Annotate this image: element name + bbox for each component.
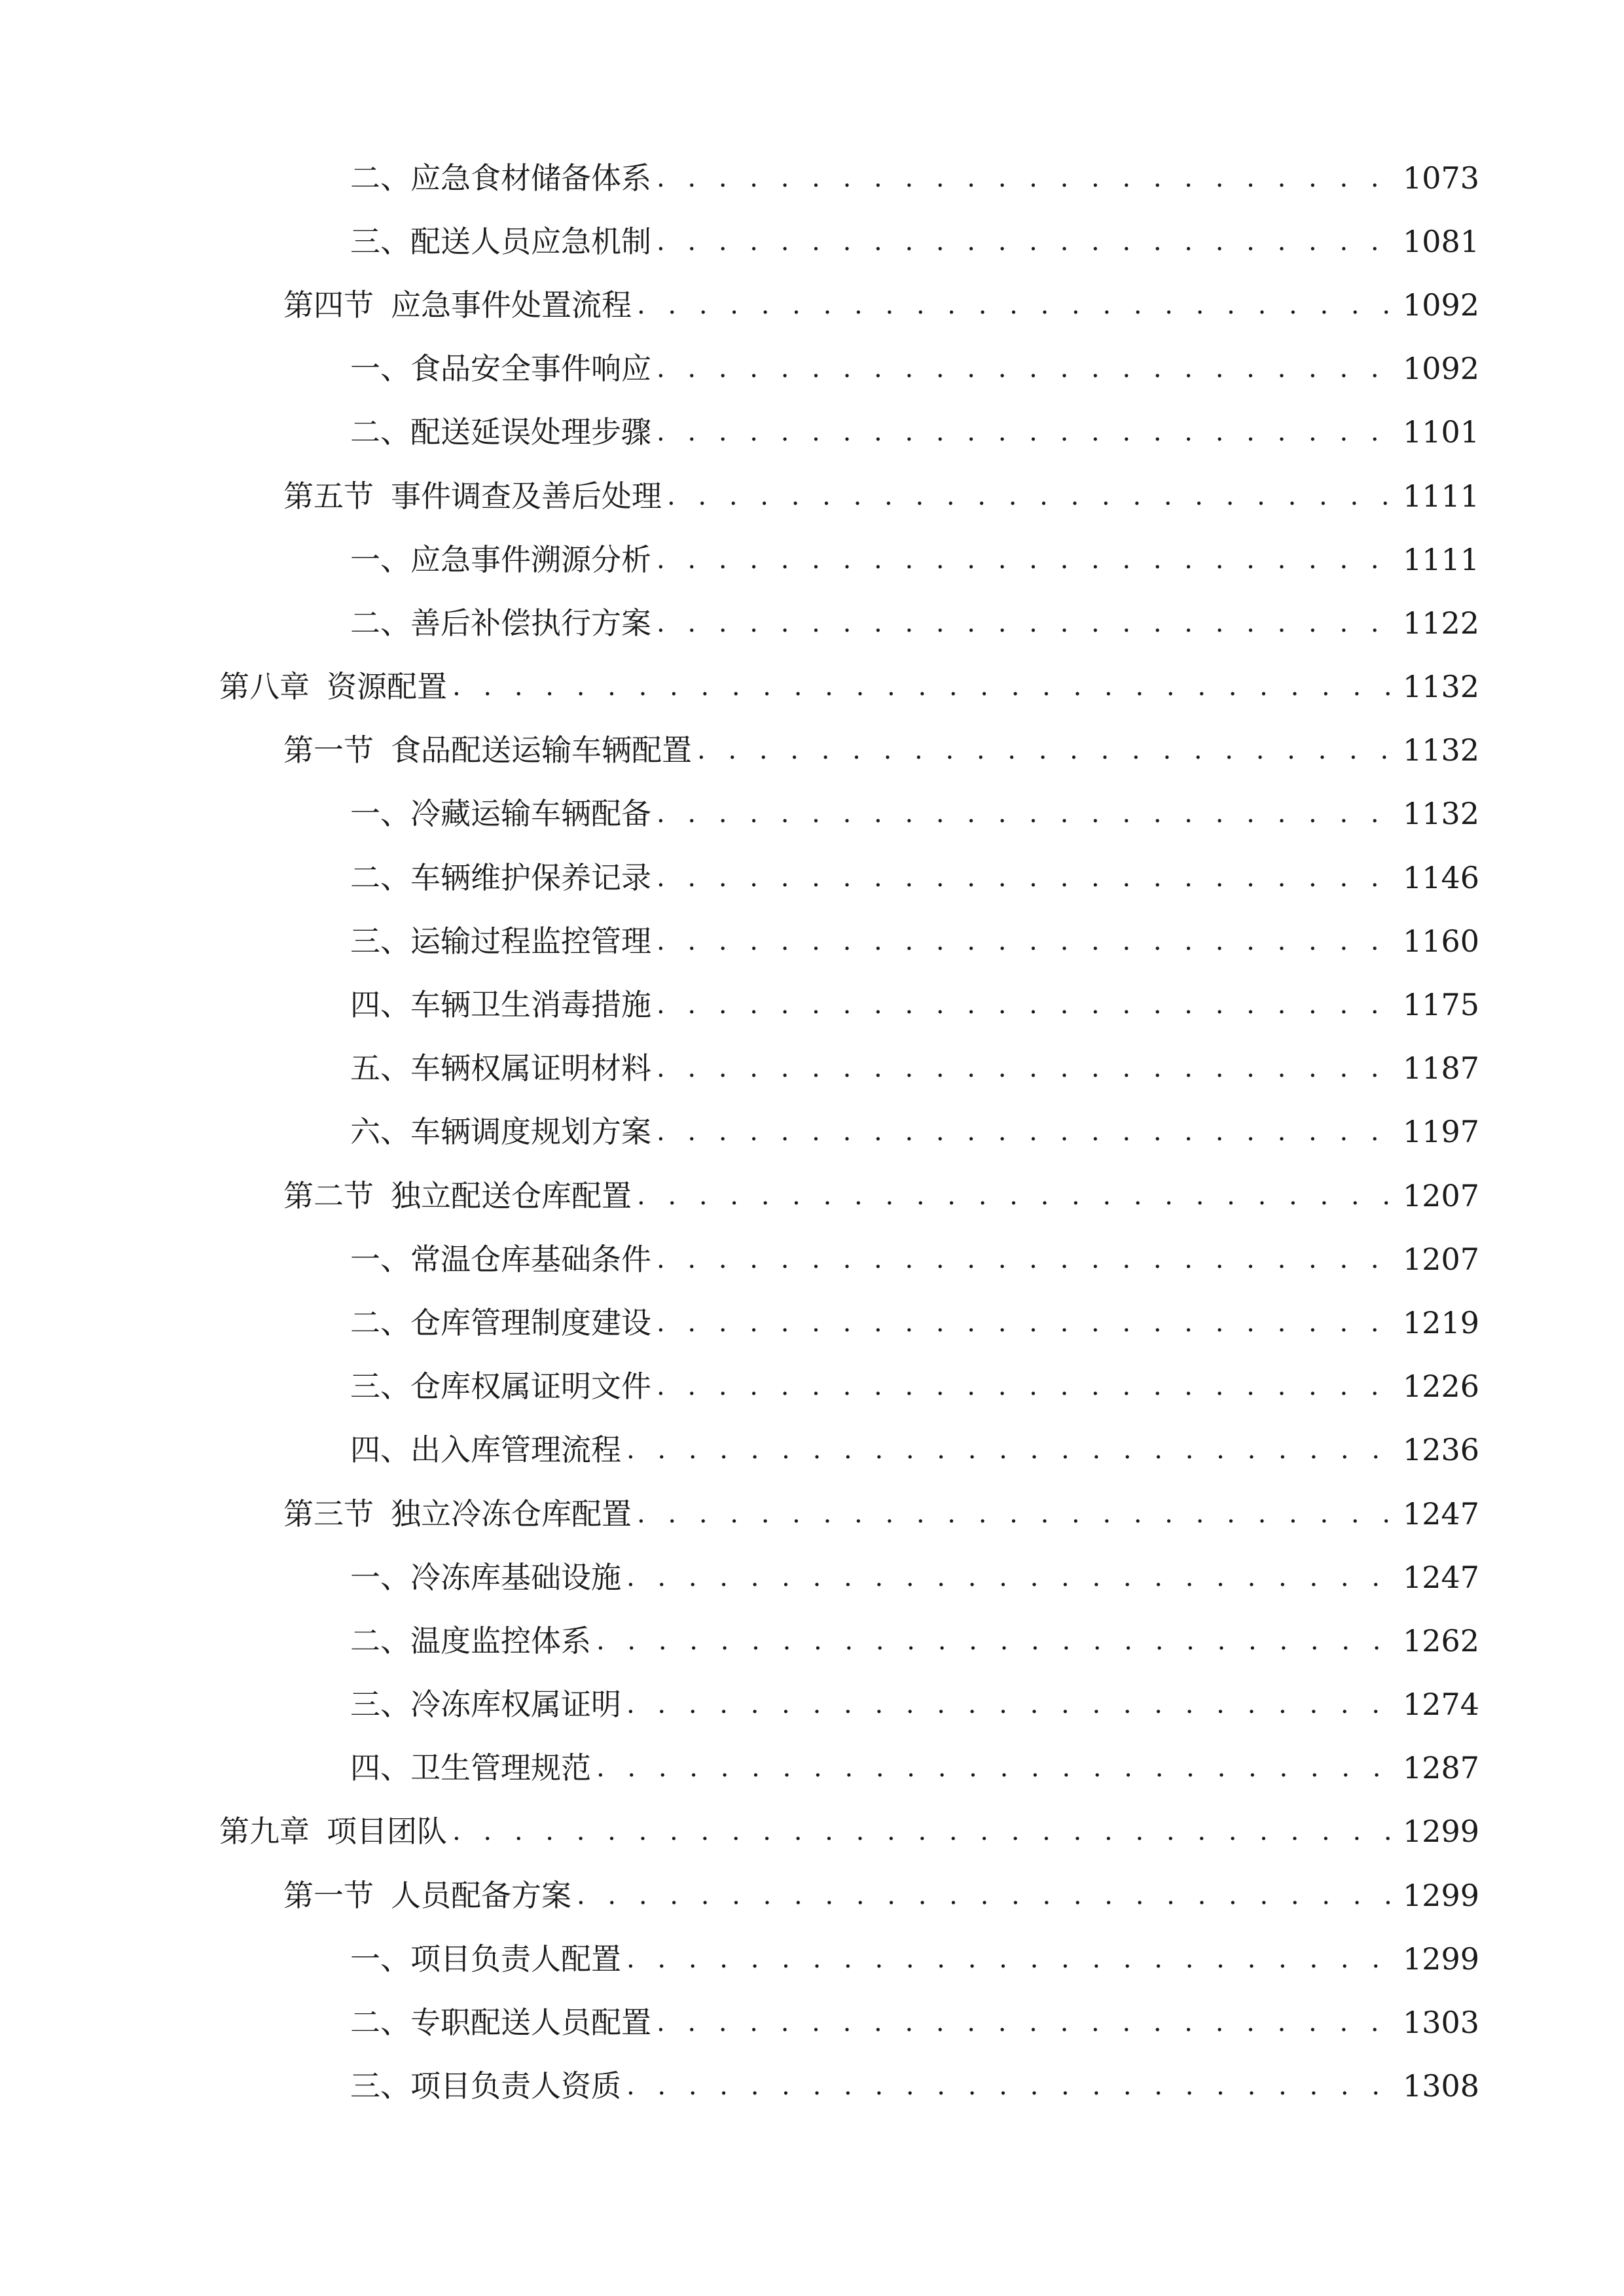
toc-entry[interactable] bbox=[0, 337, 1624, 401]
toc-entry-page: 1122 bbox=[1403, 605, 1480, 641]
toc-entry-title: 食品配送运输车辆配置 bbox=[391, 732, 692, 768]
toc-entry[interactable] bbox=[0, 1863, 1624, 1927]
toc-leader-dots bbox=[657, 610, 1403, 636]
toc-leader-dots bbox=[626, 1691, 1403, 1717]
toc-leader-dots bbox=[626, 2073, 1403, 2099]
toc-entry-title: 车辆卫生消毒措施 bbox=[410, 987, 651, 1023]
toc-entry-title: 仓库管理制度建设 bbox=[410, 1304, 651, 1340]
toc-entry[interactable] bbox=[0, 209, 1624, 273]
toc-entry[interactable] bbox=[0, 464, 1624, 528]
toc-entry[interactable] bbox=[0, 1355, 1624, 1418]
toc-entry-title: 卫生管理规范 bbox=[410, 1750, 591, 1786]
toc-entry[interactable] bbox=[0, 1037, 1624, 1100]
toc-entry-number: 一、 bbox=[350, 541, 410, 577]
toc-entry-page: 1187 bbox=[1403, 1050, 1480, 1086]
toc-entry-title: 冷藏运输车辆配备 bbox=[410, 796, 651, 832]
toc-entry-title: 车辆调度规划方案 bbox=[410, 1114, 651, 1150]
toc-leader-dots bbox=[637, 1183, 1403, 1209]
toc-leader-dots bbox=[667, 483, 1403, 509]
toc-entry-page: 1111 bbox=[1403, 541, 1480, 577]
toc-entry-page: 1247 bbox=[1403, 1496, 1480, 1532]
toc-leader-dots bbox=[626, 1946, 1403, 1972]
toc-leader-dots bbox=[637, 1501, 1403, 1527]
toc-entry-title: 善后补偿执行方案 bbox=[410, 605, 651, 641]
toc-entry-title: 应急食材储备体系 bbox=[410, 160, 651, 196]
toc-entry-title: 配送延误处理步骤 bbox=[410, 414, 651, 450]
toc-entry-page: 1299 bbox=[1403, 1877, 1480, 1913]
toc-leader-dots bbox=[657, 1119, 1403, 1145]
toc-entry-number: 三、 bbox=[350, 2068, 410, 2104]
toc-entry[interactable] bbox=[0, 1100, 1624, 1164]
toc-entry[interactable] bbox=[0, 1927, 1624, 1990]
toc-entry-title: 独立配送仓库配置 bbox=[391, 1177, 632, 1213]
toc-entry-number: 四、 bbox=[350, 987, 410, 1023]
toc-entry-page: 1111 bbox=[1403, 478, 1480, 514]
toc-entry-page: 1092 bbox=[1403, 351, 1480, 387]
toc-entry-title: 项目负责人资质 bbox=[410, 2068, 621, 2104]
toc-entry-number: 第二节 bbox=[283, 1177, 374, 1213]
toc-entry-number: 第三节 bbox=[283, 1496, 374, 1532]
toc-entry-title: 温度监控体系 bbox=[410, 1623, 591, 1659]
toc-leader-dots bbox=[626, 1564, 1403, 1590]
toc-leader-dots bbox=[637, 292, 1403, 318]
toc-entry[interactable] bbox=[0, 591, 1624, 655]
toc-entry[interactable] bbox=[0, 1164, 1624, 1227]
toc-entry-number: 六、 bbox=[350, 1114, 410, 1150]
toc-entry-number: 四、 bbox=[350, 1432, 410, 1468]
toc-entry[interactable] bbox=[0, 401, 1624, 464]
toc-leader-dots bbox=[657, 547, 1403, 573]
toc-entry-number: 一、 bbox=[350, 1241, 410, 1277]
toc-entry[interactable] bbox=[0, 1673, 1624, 1736]
toc-entry-number: 三、 bbox=[350, 223, 410, 259]
toc-entry-page: 1303 bbox=[1403, 2005, 1480, 2041]
toc-entry-page: 1197 bbox=[1403, 1114, 1480, 1150]
toc-entry-title: 配送人员应急机制 bbox=[410, 223, 651, 259]
toc-entry-number: 三、 bbox=[350, 1369, 410, 1405]
toc-leader-dots bbox=[657, 355, 1403, 382]
toc-entry-page: 1236 bbox=[1403, 1432, 1480, 1468]
toc-entry-title: 应急事件溯源分析 bbox=[410, 541, 651, 577]
toc-entry[interactable] bbox=[0, 719, 1624, 782]
toc-leader-dots bbox=[657, 992, 1403, 1018]
toc-entry[interactable] bbox=[0, 1418, 1624, 1482]
toc-entry[interactable] bbox=[0, 146, 1624, 209]
toc-entry[interactable] bbox=[0, 2054, 1624, 2118]
toc-entry-number: 二、 bbox=[350, 605, 410, 641]
toc-entry-page: 1226 bbox=[1403, 1369, 1480, 1405]
toc-entry-page: 1132 bbox=[1403, 796, 1480, 832]
toc-entry-title: 专职配送人员配置 bbox=[410, 2005, 651, 2041]
toc-entry-page: 1101 bbox=[1403, 414, 1480, 450]
toc-entry-page: 1073 bbox=[1403, 160, 1480, 196]
toc-entry-page: 1308 bbox=[1403, 2068, 1480, 2104]
toc-entry-page: 1146 bbox=[1403, 859, 1480, 895]
toc-entry[interactable] bbox=[0, 909, 1624, 973]
toc-entry[interactable] bbox=[0, 1736, 1624, 1800]
toc-entry-number: 二、 bbox=[350, 1623, 410, 1659]
toc-leader-dots bbox=[657, 1055, 1403, 1081]
toc-entry[interactable] bbox=[0, 1545, 1624, 1609]
toc-entry-title: 人员配备方案 bbox=[391, 1877, 571, 1913]
toc-entry[interactable] bbox=[0, 528, 1624, 591]
toc-leader-dots bbox=[657, 1246, 1403, 1272]
toc-leader-dots bbox=[657, 928, 1403, 954]
toc-entry[interactable] bbox=[0, 1482, 1624, 1545]
toc-entry[interactable] bbox=[0, 782, 1624, 846]
toc-entry-number: 四、 bbox=[350, 1750, 410, 1786]
toc-entry-number: 二、 bbox=[350, 1304, 410, 1340]
toc-entry-title: 仓库权属证明文件 bbox=[410, 1369, 651, 1405]
toc-leader-dots bbox=[657, 865, 1403, 891]
toc-entry-page: 1287 bbox=[1403, 1750, 1480, 1786]
toc-leader-dots bbox=[452, 1818, 1403, 1844]
toc-entry[interactable] bbox=[0, 973, 1624, 1036]
toc-entry-number: 三、 bbox=[350, 1687, 410, 1723]
toc-entry-title: 运输过程监控管理 bbox=[410, 923, 651, 959]
toc-entry-title: 冷冻库基础设施 bbox=[410, 1559, 621, 1595]
toc-entry-number: 第四节 bbox=[283, 287, 374, 323]
toc-entry[interactable] bbox=[0, 1609, 1624, 1672]
toc-entry[interactable] bbox=[0, 655, 1624, 719]
toc-entry-title: 车辆权属证明材料 bbox=[410, 1050, 651, 1086]
toc-entry[interactable] bbox=[0, 273, 1624, 336]
toc-entry-number: 第五节 bbox=[283, 478, 374, 514]
toc-leader-dots bbox=[657, 2009, 1403, 2036]
toc-leader-dots bbox=[697, 737, 1403, 763]
toc-entry-number: 第一节 bbox=[283, 1877, 374, 1913]
toc-entry[interactable] bbox=[0, 1227, 1624, 1291]
toc-entry[interactable] bbox=[0, 1800, 1624, 1863]
toc-entry-page: 1299 bbox=[1403, 1941, 1480, 1977]
toc-leader-dots bbox=[577, 1882, 1403, 1909]
toc-entry-number: 二、 bbox=[350, 414, 410, 450]
toc-entry[interactable] bbox=[0, 846, 1624, 909]
toc-entry-number: 第八章 bbox=[219, 669, 310, 705]
toc-entry-page: 1247 bbox=[1403, 1559, 1480, 1595]
toc-leader-dots bbox=[657, 1310, 1403, 1336]
toc-entry-number: 第一节 bbox=[283, 732, 374, 768]
toc-entry-number: 一、 bbox=[350, 351, 410, 387]
toc-entry-number: 一、 bbox=[350, 1941, 410, 1977]
toc-entry-title: 资源配置 bbox=[327, 669, 447, 705]
toc-entry-number: 五、 bbox=[350, 1050, 410, 1086]
toc-entry-number: 第九章 bbox=[219, 1814, 310, 1850]
toc-leader-dots bbox=[657, 165, 1403, 191]
toc-leader-dots bbox=[452, 673, 1403, 700]
toc-entry-page: 1207 bbox=[1403, 1241, 1480, 1277]
toc-entry-title: 冷冻库权属证明 bbox=[410, 1687, 621, 1723]
toc-entry-page: 1160 bbox=[1403, 923, 1480, 959]
toc-leader-dots bbox=[657, 1373, 1403, 1399]
toc-entry-title: 项目负责人配置 bbox=[410, 1941, 621, 1977]
toc-leader-dots bbox=[657, 800, 1403, 827]
toc-entry-number: 一、 bbox=[350, 796, 410, 832]
toc-entry-page: 1262 bbox=[1403, 1623, 1480, 1659]
toc-entry-title: 项目团队 bbox=[327, 1814, 447, 1850]
toc-leader-dots bbox=[657, 228, 1403, 255]
toc-entry-page: 1132 bbox=[1403, 732, 1480, 768]
toc-leader-dots bbox=[596, 1628, 1403, 1654]
toc-entry-number: 二、 bbox=[350, 859, 410, 895]
toc-leader-dots bbox=[596, 1755, 1403, 1781]
toc-entry[interactable] bbox=[0, 1291, 1624, 1354]
toc-entry-number: 一、 bbox=[350, 1559, 410, 1595]
toc-entry-page: 1207 bbox=[1403, 1177, 1480, 1213]
toc-entry[interactable] bbox=[0, 1990, 1624, 2054]
toc-entry-title: 车辆维护保养记录 bbox=[410, 859, 651, 895]
toc-entry-number: 二、 bbox=[350, 2005, 410, 2041]
toc-entry-page: 1081 bbox=[1403, 223, 1480, 259]
toc-entry-number: 三、 bbox=[350, 923, 410, 959]
toc-leader-dots bbox=[626, 1437, 1403, 1463]
toc-entry-page: 1274 bbox=[1403, 1687, 1480, 1723]
toc-entry-page: 1092 bbox=[1403, 287, 1480, 323]
toc-entry-number: 二、 bbox=[350, 160, 410, 196]
toc-leader-dots bbox=[657, 419, 1403, 445]
toc-entry-title: 独立冷冻仓库配置 bbox=[391, 1496, 632, 1532]
toc-entry-title: 事件调查及善后处理 bbox=[391, 478, 662, 514]
table-of-contents bbox=[0, 146, 1624, 2118]
toc-entry-page: 1132 bbox=[1403, 669, 1480, 705]
toc-entry-title: 常温仓库基础条件 bbox=[410, 1241, 651, 1277]
toc-entry-title: 出入库管理流程 bbox=[410, 1432, 621, 1468]
toc-entry-title: 应急事件处置流程 bbox=[391, 287, 632, 323]
toc-entry-page: 1175 bbox=[1403, 987, 1480, 1023]
toc-entry-page: 1299 bbox=[1403, 1814, 1480, 1850]
toc-entry-title: 食品安全事件响应 bbox=[410, 351, 651, 387]
toc-entry-page: 1219 bbox=[1403, 1304, 1480, 1340]
